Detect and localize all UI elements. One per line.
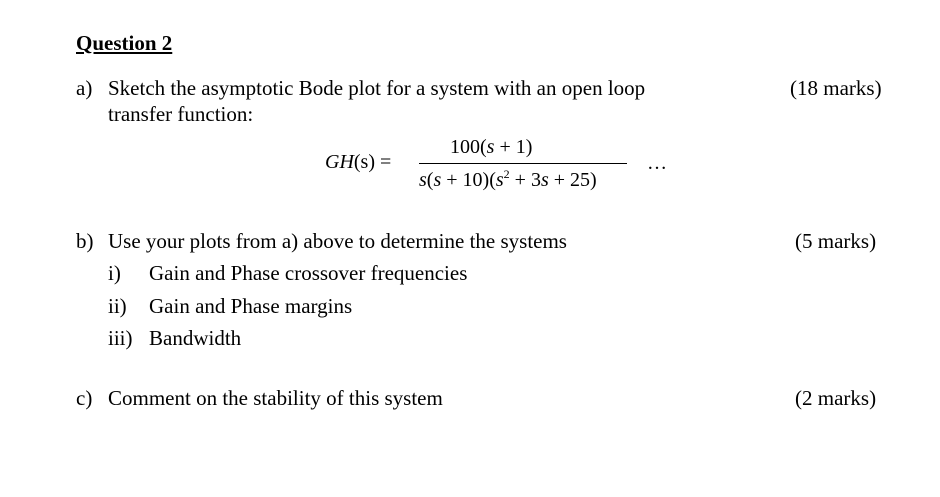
equation-ellipsis: … [647, 152, 667, 174]
question-title: Question 2 [76, 31, 173, 55]
lhs-arg: (s) = [353, 151, 392, 173]
den-s3: s [495, 169, 504, 191]
den-s4: s [540, 169, 549, 191]
den-p3: + 3 [509, 169, 541, 191]
part-b-item-text: Gain and Phase crossover frequencies [149, 261, 468, 285]
part-a-text-line2: transfer function: [108, 102, 254, 126]
part-b-item-label: ii) [108, 294, 127, 318]
part-a-label: a) [76, 76, 93, 100]
part-b-label: b) [76, 229, 94, 253]
part-b-marks: (5 marks) [795, 229, 877, 253]
equation-denominator [419, 169, 597, 192]
part-b-item-label: iii) [108, 326, 133, 350]
lhs-gh: GH [325, 151, 354, 173]
part-c-marks: (2 marks) [795, 386, 877, 410]
den-s2: s [433, 169, 442, 191]
part-b-item-text: Gain and Phase margins [149, 294, 353, 318]
equation-lhs [325, 151, 391, 174]
num-coeff: 100( [450, 136, 487, 158]
equation-numerator [450, 136, 532, 159]
part-a-text-line1: Sketch the asymptotic Bode plot for a system with an open loop [108, 76, 646, 100]
den-p1: ( [426, 169, 434, 191]
part-b-item-text: Bandwidth [149, 326, 242, 350]
part-c-label: c) [76, 386, 93, 410]
den-p4: + 25) [548, 169, 597, 191]
num-rest: + 1) [494, 136, 533, 158]
den-s1: s [419, 169, 427, 191]
fraction-bar [419, 163, 627, 164]
part-a-marks: (18 marks) [790, 76, 882, 100]
part-b-text: Use your plots from a) above to determine the systems [108, 229, 567, 253]
part-b-item-label: i) [108, 261, 121, 285]
num-var: s [486, 136, 495, 158]
den-exponent: 2 [503, 167, 510, 181]
den-p2: + 10)( [441, 169, 496, 191]
part-c-text: Comment on the stability of this system [108, 386, 443, 410]
